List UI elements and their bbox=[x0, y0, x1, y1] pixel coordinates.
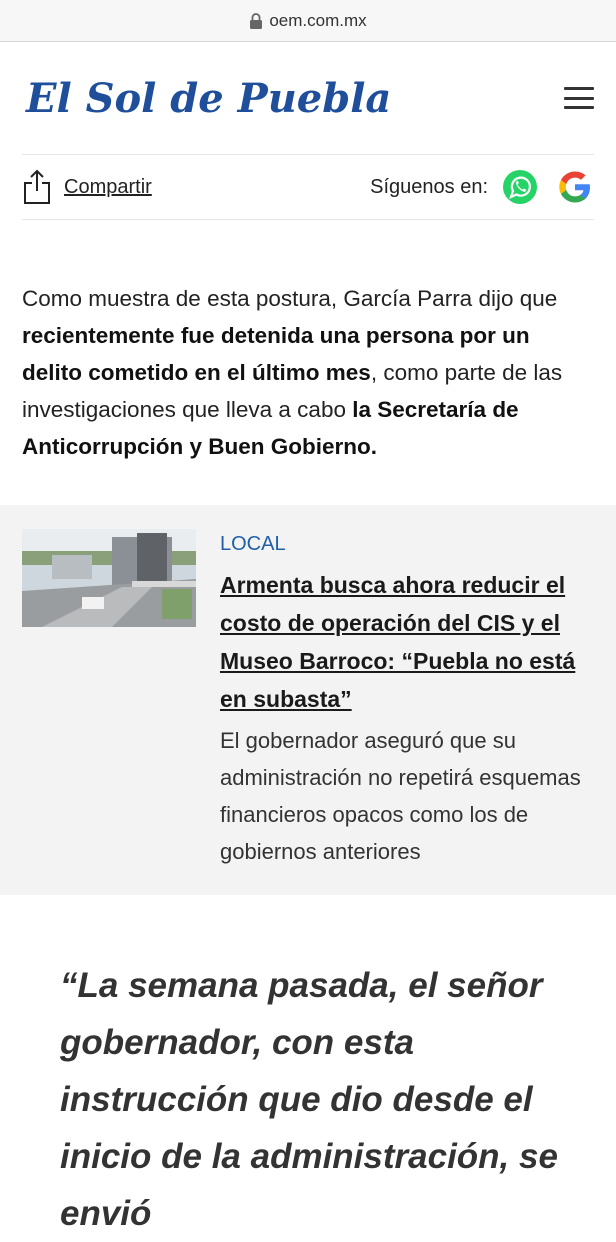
related-section-link[interactable]: LOCAL bbox=[220, 533, 286, 555]
follow-label: Síguenos en: bbox=[370, 175, 488, 198]
menu-icon[interactable] bbox=[564, 87, 594, 109]
paragraph-text: , como parte de las investigaciones que lleva a cabo bbox=[22, 360, 563, 422]
paragraph-bold-text: la Secretaría de Anticorrupción y Buen Gobierno. bbox=[22, 397, 519, 459]
related-article-card[interactable] bbox=[0, 505, 616, 895]
whatsapp-icon[interactable] bbox=[502, 169, 538, 205]
pull-quote: “La semana pasada, el señor gobernador, con esta instrucción que dio desde el inicio de la administración, se envió bbox=[60, 966, 558, 1233]
related-article-thumbnail[interactable] bbox=[22, 529, 196, 627]
related-article-description: El gobernador aseguró que su administración no repetirá esquemas financieros opacos como los de gobiernos anteriores bbox=[220, 728, 581, 864]
article-paragraph bbox=[22, 280, 594, 465]
paragraph-bold-text: recientemente fue detenida una persona por un delito cometido en el último mes bbox=[22, 323, 530, 385]
paragraph-text: Como muestra de esta postura, García Parra dijo que bbox=[22, 286, 558, 311]
share-button[interactable] bbox=[22, 169, 152, 205]
related-article-title[interactable]: Armenta busca ahora reducir el costo de operación del CIS y el Museo Barroco: “Puebla no está en subasta” bbox=[220, 572, 576, 712]
url-text: oem.com.mx bbox=[269, 10, 367, 30]
site-logo[interactable]: El Sol de Puebla bbox=[26, 74, 392, 122]
site-header bbox=[0, 42, 616, 154]
lock-icon bbox=[249, 13, 263, 29]
related-article-body bbox=[220, 529, 594, 895]
share-bar bbox=[22, 154, 594, 220]
share-label: Compartir bbox=[64, 175, 152, 198]
share-icon bbox=[22, 169, 52, 205]
follow-group bbox=[370, 168, 594, 206]
browser-url-bar[interactable] bbox=[0, 0, 616, 42]
google-icon[interactable] bbox=[556, 168, 594, 206]
